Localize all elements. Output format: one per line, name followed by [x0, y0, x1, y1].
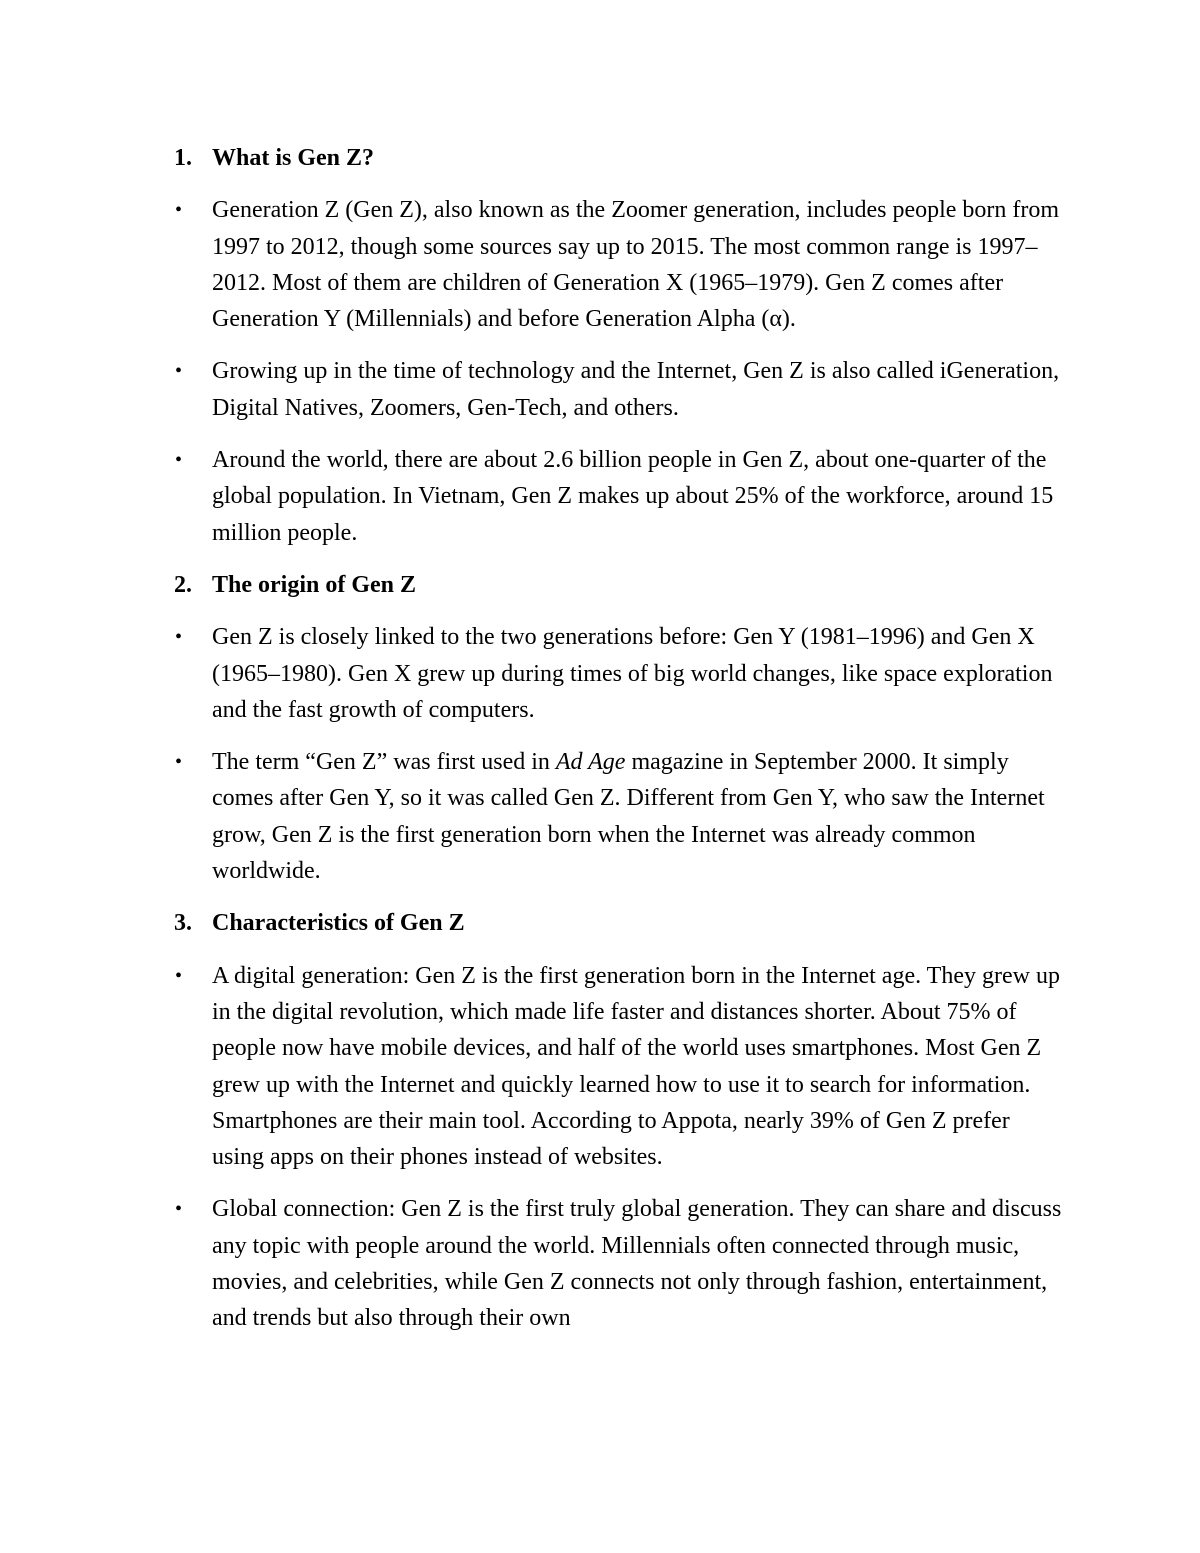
section-number: 3.: [174, 910, 192, 937]
bullet-icon: •: [175, 751, 183, 774]
section-heading: [174, 905, 1064, 941]
bullet-text-part: magazine in September 2000. It simply comes after Gen Y, so it was called Gen Z. Different from Gen Y, who saw the Internet grow, Gen Z is the first generation born when the Internet was already common worldwide.: [212, 749, 1045, 885]
section-heading: [174, 140, 1064, 176]
section-title: What is Gen Z?: [212, 145, 375, 171]
magazine-title: Ad Age: [555, 749, 626, 776]
bullet-text: Growing up in the time of technology and the Internet, Gen Z is also called iGeneration, Digital Natives, Zoomers, Gen-Tech, and others.: [212, 358, 1060, 421]
bullet-icon: •: [175, 626, 183, 649]
bullet-text: Around the world, there are about 2.6 billion people in Gen Z, about one-quarter of the global population. In Vietnam, Gen Z makes up about 25% of the workforce, around 15 million people.: [212, 447, 1054, 546]
bullet-icon: •: [175, 964, 183, 987]
bullet-text: Global connection: Gen Z is the first truly global generation. They can share and discuss any topic with people around the world. Millennials often connected through music, movies, and celebrities, while Gen Z connects not only through fashion, entertainment, and trends but also through their own: [212, 1196, 1062, 1332]
bullet-item: [174, 958, 1064, 1176]
bullet-item: [174, 619, 1064, 728]
bullet-icon: •: [175, 1198, 183, 1221]
section-heading: [174, 567, 1064, 603]
bullet-item: [174, 192, 1064, 337]
bullet-item: [174, 1191, 1064, 1336]
section-number: 2.: [174, 571, 192, 598]
bullet-text: A digital generation: Gen Z is the first generation born in the Internet age. They grew up in the digital revolution, which made life faster and distances shorter. About 75% of people now have mobile devices, and half of the world uses smartphones. Most Gen Z grew up with the Internet and quickly learned how to use it to search for information. Smartphones are their main tool. According to Appota, nearly 39% of Gen Z prefer using apps on their phones instead of websites.: [212, 962, 1060, 1171]
bullet-icon: •: [175, 449, 183, 472]
bullet-text: Gen Z is closely linked to the two generations before: Gen Y (1981–1996) and Gen X (1965–1980). Gen X grew up during times of big world changes, like space exploration and the fast growth of computers.: [212, 624, 1053, 723]
bullet-item: [174, 442, 1064, 551]
bullet-item: [174, 353, 1064, 426]
section-title: Characteristics of Gen Z: [212, 910, 465, 937]
bullet-item: [174, 744, 1064, 889]
bullet-text: [212, 744, 1064, 889]
bullet-text-part: The term “Gen Z” was first used in: [212, 749, 556, 776]
bullet-icon: •: [175, 199, 183, 222]
bullet-icon: •: [175, 360, 183, 383]
section-number: 1.: [174, 145, 192, 171]
document-body: [174, 140, 1064, 1353]
section-title: The origin of Gen Z: [212, 571, 417, 598]
bullet-text: Generation Z (Gen Z), also known as the Zoomer generation, includes people born from 1997 to 2012, though some sources say up to 2015. The most common range is 1997–2012. Most of them are children of Generation X (1965–1979). Gen Z comes after Generation Y (Millennials) and before Generation Alpha (α).: [212, 197, 1060, 333]
